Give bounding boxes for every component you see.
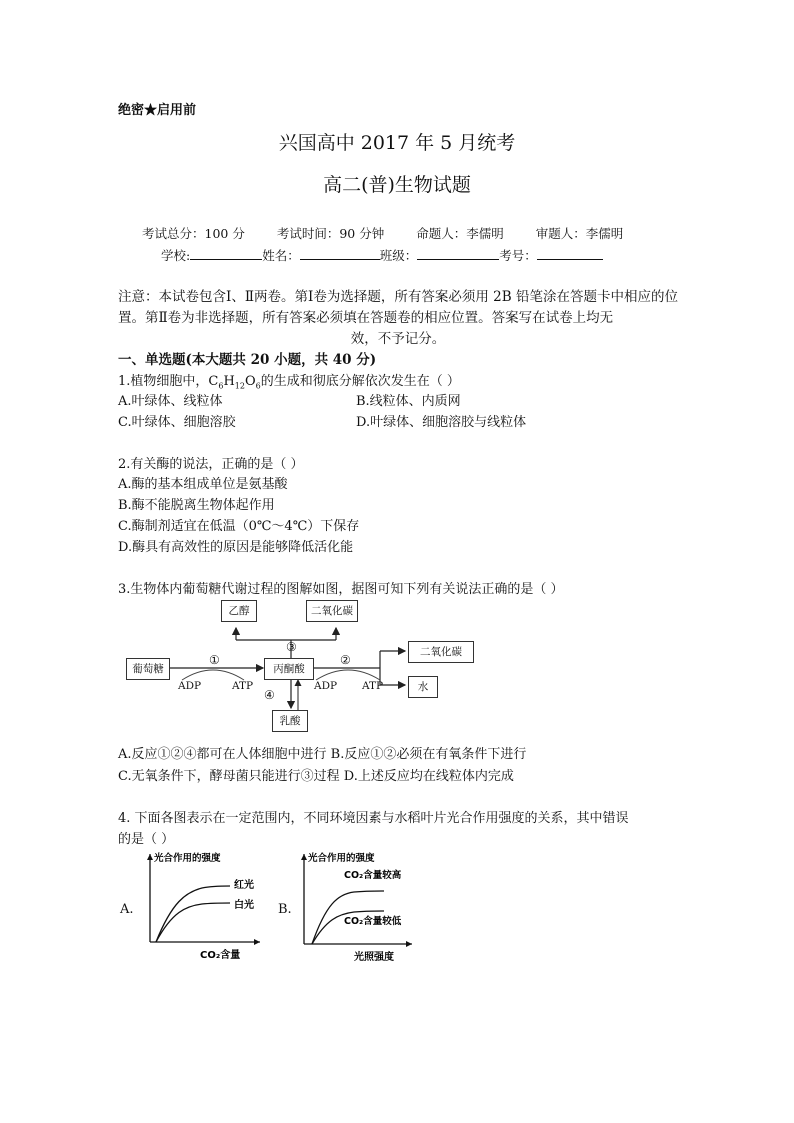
question-1-option-a: A.叶绿体、线粒体 (118, 394, 223, 409)
confidential-mark: 绝密★启用前 (118, 103, 197, 118)
class-label: 班级： (379, 248, 418, 263)
ethanol-box: 乙醇 (221, 600, 257, 622)
question-1-stem: 1.植物细胞中，$C_6H_{12}O_6$的生成和彻底分解依次发生在（ ） (118, 374, 460, 391)
exam-title: 兴国高中 2017 年 5 月统考 (278, 132, 516, 154)
question-2-option-a: A.酶的基本组成单位是氨基酸 (118, 477, 288, 492)
name-label: 姓名： (262, 248, 300, 263)
chart-b-upper-label: CO₂含量较高 (344, 870, 402, 881)
water-box: 水 (408, 676, 438, 698)
adp-label-1: ADP (178, 680, 202, 692)
lactic-acid-box: 乳酸 (272, 710, 308, 732)
chart-a-lower-label: 白光 (234, 900, 254, 911)
question-4-stem-line2: 的是（ ） (118, 832, 175, 847)
reaction-3-label: ③ (286, 640, 297, 654)
question-2-stem: 2.有关酶的说法，正确的是（ ） (118, 457, 304, 472)
co2-top-box: 二氧化碳 (306, 600, 358, 622)
class-field[interactable] (417, 247, 499, 260)
co2-right-box: 二氧化碳 (408, 641, 474, 663)
reaction-2-label: ② (340, 653, 351, 667)
chart-a-ylabel: 光合作用的强度 (154, 853, 221, 864)
chart-a-xlabel: CO₂含量 (200, 950, 241, 961)
chart-b (292, 848, 422, 964)
chart-b-ylabel: 光合作用的强度 (308, 853, 375, 864)
name-field[interactable] (300, 247, 380, 260)
notice-text: 注意：本试卷包含Ⅰ、Ⅱ两卷。第Ⅰ卷为选择题，所有答案必须用 2B 铅笔涂在答题卡中相应的位置。第Ⅱ卷为非选择题，所有答案必须填在答题卷的相应位置。答案写在试卷上均无 (118, 289, 678, 326)
chart-b-xlabel: 光照强度 (354, 952, 394, 963)
atp-label-1: ATP (232, 680, 254, 692)
student-info (161, 246, 603, 264)
question-3-options-cd: C.无氧条件下，酵母菌只能进行③过程 D.上述反应均在线粒体内完成 (118, 769, 514, 784)
number-field[interactable] (537, 247, 603, 260)
school-label: 学校: (161, 248, 191, 263)
atp-label-2: ATP (362, 680, 384, 692)
chart-a-red-light-curve (156, 886, 230, 942)
school-field[interactable] (190, 247, 262, 260)
atp-curve-2 (316, 670, 380, 680)
exam-time: 考试时间：90 分钟 (276, 226, 385, 241)
section-heading: 一、单选题(本大题共 20 小题，共 40 分) (118, 352, 377, 368)
chart-b-lower-label: CO₂含量较低 (344, 916, 402, 927)
question-1-option-b: B.线粒体、内质网 (356, 394, 461, 409)
number-label: 考号： (499, 248, 537, 263)
reaction-4-label: ④ (264, 688, 275, 702)
question-4-option-a-label: A. (120, 902, 134, 917)
exam-subtitle: 高二(普)生物试题 (323, 174, 471, 196)
author: 命题人：李儒明 (416, 226, 504, 241)
glucose-box: 葡萄糖 (126, 658, 170, 680)
question-4-stem-line1: 4. 下面各图表示在一定范围内，不同环境因素与水稻叶片光合作用强度的关系，其中错误 (118, 811, 629, 826)
question-2-option-b: B.酶不能脱离生物体起作用 (118, 498, 275, 513)
adp-label-2: ADP (314, 680, 338, 692)
reaction-1-label: ① (209, 653, 220, 667)
reviewer: 审题人：李儒明 (535, 226, 624, 241)
exam-meta (142, 224, 623, 242)
chart-a-upper-label: 红光 (234, 880, 254, 891)
question-1-option-d: D.叶绿体、细胞溶胶与线粒体 (356, 415, 527, 430)
exam-notice (118, 287, 678, 350)
total-score: 考试总分：100 分 (142, 226, 245, 241)
question-2-option-d: D.酶具有高效性的原因是能够降低活化能 (118, 540, 354, 555)
question-3-stem: 3.生物体内葡萄糖代谢过程的图解如图，据图可知下列有关说法正确的是（ ） (118, 582, 564, 597)
atp-curve-1 (182, 670, 244, 680)
question-1-option-c: C.叶绿体、细胞溶胶 (118, 415, 236, 430)
question-2-option-c: C.酶制剂适宜在低温（0℃～4℃）下保存 (118, 519, 360, 534)
pyruvate-box: 丙酮酸 (264, 658, 314, 680)
chart-a-white-light-curve (156, 903, 230, 942)
question-4-option-b-label: B. (278, 902, 292, 917)
question-3-options-ab: A.反应①②④都可在人体细胞中进行 B.反应①②必须在有氧条件下进行 (118, 747, 527, 762)
notice-last-line: 效，不予记分。 (350, 331, 446, 347)
chart-a (138, 848, 268, 964)
